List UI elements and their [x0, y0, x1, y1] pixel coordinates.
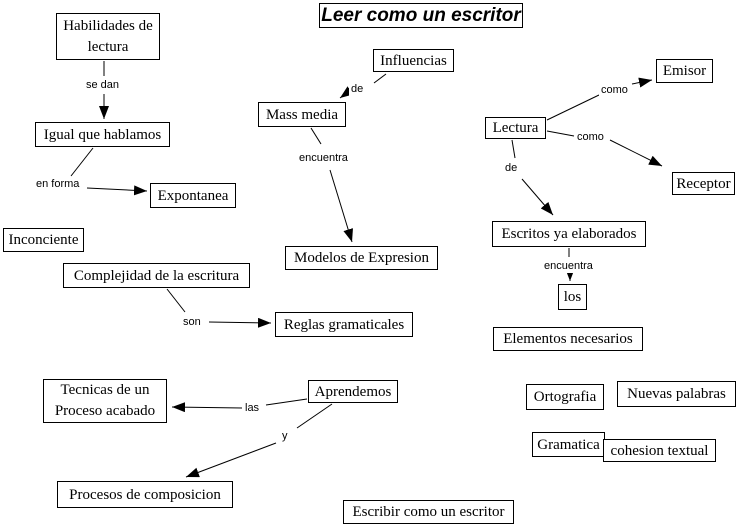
node-influencias[interactable]: Influencias [373, 49, 454, 72]
node-emisor[interactable]: Emisor [656, 59, 713, 83]
node-elementos-necesarios[interactable]: Elementos necesarios [493, 327, 643, 351]
edge-label-y[interactable]: y [282, 430, 288, 442]
node-inconciente[interactable]: Inconciente [3, 228, 84, 252]
edge-label-las[interactable]: las [245, 402, 260, 414]
node-cohesion-textual[interactable]: cohesion textual [603, 439, 716, 462]
node-complejidad-de-la-escritura[interactable]: Complejidad de la escritura [63, 263, 250, 288]
edge-label-en-forma[interactable]: en forma [36, 178, 80, 190]
edge-label-encuentra-escritos[interactable]: encuentra [544, 260, 593, 272]
node-los[interactable]: los [558, 284, 587, 310]
node-tecnicas-proceso-acabado[interactable]: Tecnicas de un Proceso acabado [43, 379, 167, 423]
edge-label-se-dan[interactable]: se dan [86, 79, 120, 91]
node-receptor[interactable]: Receptor [672, 172, 735, 195]
node-escritos-ya-elaborados[interactable]: Escritos ya elaborados [492, 221, 646, 247]
edge-label-como-receptor[interactable]: como [577, 131, 604, 143]
node-reglas-gramaticales[interactable]: Reglas gramaticales [275, 312, 413, 337]
node-modelos-de-expresion[interactable]: Modelos de Expresion [285, 246, 438, 270]
node-expontanea[interactable]: Expontanea [150, 183, 236, 208]
arrow-lectura-to-escritos [512, 140, 553, 215]
node-ortografia[interactable]: Ortografia [526, 384, 604, 410]
edge-label-son[interactable]: son [183, 316, 201, 328]
node-lectura[interactable]: Lectura [485, 117, 546, 139]
map-title[interactable]: Leer como un escritor [319, 3, 523, 28]
arrow-igual-to-expontanea [71, 148, 147, 191]
node-nuevas-palabras[interactable]: Nuevas palabras [617, 381, 736, 407]
node-gramatica[interactable]: Gramatica [532, 432, 605, 457]
arrow-aprendemos-to-tecnicas [172, 399, 307, 408]
node-habilidades-de-lectura[interactable]: Habilidades de lectura [56, 13, 160, 60]
edge-label-como-emisor[interactable]: como [601, 84, 628, 96]
edge-label-de-lectura[interactable]: de [505, 162, 518, 174]
arrow-mass-media-to-modelos [311, 128, 352, 242]
node-igual-que-hablamos[interactable]: Igual que hablamos [35, 122, 170, 147]
node-mass-media[interactable]: Mass media [258, 102, 346, 127]
node-aprendemos[interactable]: Aprendemos [308, 380, 398, 403]
edge-label-de-influencias[interactable]: de [351, 83, 364, 95]
edge-label-encuentra-mass-media[interactable]: encuentra [299, 152, 348, 164]
node-escribir-como-un-escritor[interactable]: Escribir como un escritor [343, 500, 514, 524]
node-procesos-de-composicion[interactable]: Procesos de composicion [57, 481, 233, 508]
